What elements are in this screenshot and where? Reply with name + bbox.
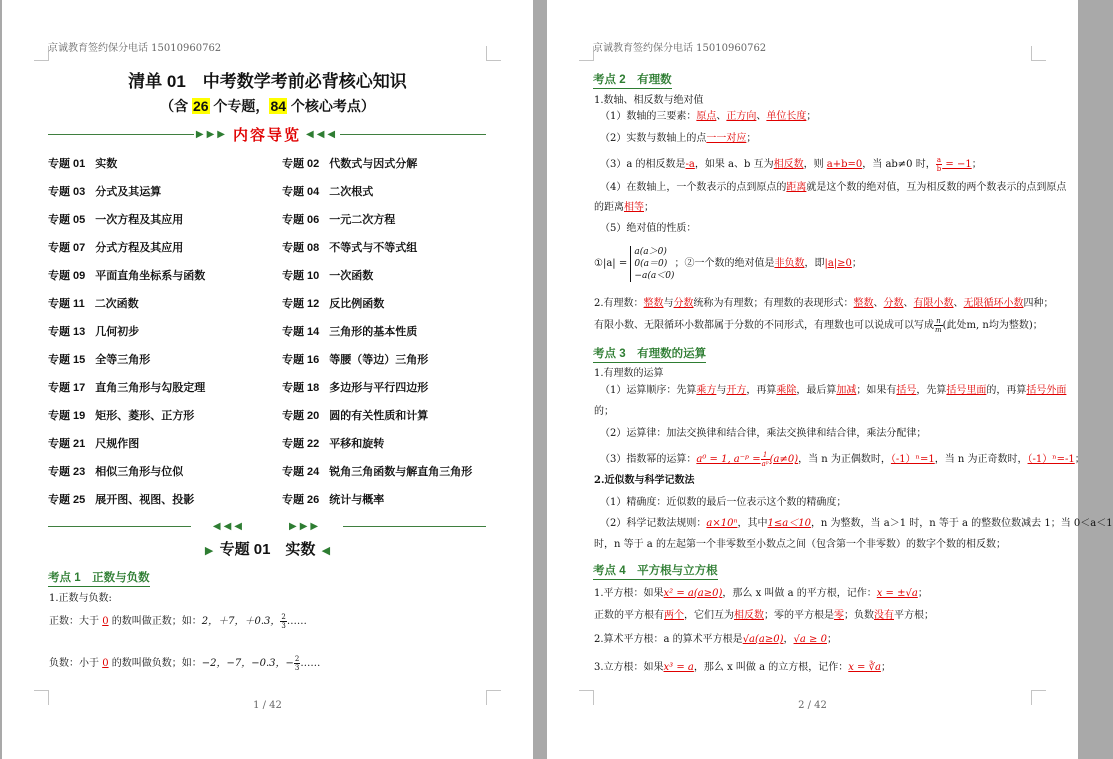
toc-item[interactable]: [48, 239, 282, 267]
paragraph: 2.近似数与科学记数法: [594, 475, 695, 486]
paragraph: [594, 110, 1048, 124]
toc-item-number: 专题 03: [48, 186, 86, 198]
toc-item-number: 专题 09: [48, 270, 86, 282]
text: ①|a| =: [594, 258, 628, 269]
text: ，当 n 为正偶数时，: [798, 454, 891, 465]
answer-text: 相等: [624, 202, 644, 213]
toc-item[interactable]: [48, 491, 282, 519]
text: 负数：小于: [49, 658, 103, 669]
answer-text: -a: [685, 159, 695, 170]
text: ，那么 x 叫做 a 的平方根，记作：: [722, 588, 877, 599]
paragraph: [594, 297, 1054, 311]
text: 2.有理数：: [594, 298, 644, 309]
answer-text: 单位长度: [766, 111, 807, 122]
paragraph: 1.数轴、相反数与绝对值: [594, 95, 704, 106]
toc-item-number: 专题 25: [48, 494, 86, 506]
text: ，即: [804, 258, 825, 269]
page-number: 2 / 42: [798, 700, 827, 711]
text: 的数叫做正数；如：: [108, 616, 202, 627]
denominator: aᵖ: [761, 460, 769, 468]
answer-text: x = ∛a: [848, 662, 881, 673]
toc-item-label: 展开图、视图、投影: [95, 494, 195, 506]
paragraph: [594, 661, 1042, 675]
page-number: 1 / 42: [253, 700, 282, 711]
toc-item-label: 矩形、菱形、正方形: [95, 410, 195, 422]
answer-text: 整数: [643, 298, 664, 309]
divider-line: [48, 526, 191, 527]
case-line: −a(a＜0): [634, 271, 675, 281]
toc-item-label: 一元二次方程: [329, 214, 396, 226]
toc-end-divider: [48, 521, 486, 532]
paragraph: （1）精确度：近似数的最后一位表示这个数的精确度；: [600, 497, 847, 508]
toc-item-label: 二次根式: [329, 186, 374, 198]
toc-item-number: 专题 12: [282, 298, 320, 310]
kaodian-heading: 考点 2 有理数: [593, 71, 672, 89]
toc-item-label: 平面直角坐标系与函数: [95, 270, 206, 282]
fraction: [934, 317, 943, 334]
answer-text: 分数: [673, 298, 694, 309]
math-text: −2，−7，−0.3，−: [201, 658, 294, 669]
paragraph: [594, 609, 1042, 623]
toc-item[interactable]: [282, 407, 488, 435]
text: 正数的平方根有: [594, 610, 664, 621]
text: 、: [903, 298, 914, 309]
toc-item-number: 专题 26: [282, 494, 320, 506]
toc-item-number: 专题 11: [48, 298, 85, 310]
toc-item-number: 专题 18: [282, 382, 320, 394]
paragraph: [594, 451, 1085, 468]
text: ；②一个数的绝对值是: [674, 258, 775, 269]
piecewise-brace: [630, 246, 674, 282]
toc-item-number: 专题 10: [282, 270, 320, 282]
answer-text: 括号里面: [946, 385, 987, 396]
text: ；: [880, 662, 891, 673]
numerator: 2: [281, 613, 286, 621]
toc-item-number: 专题 16: [282, 354, 320, 366]
toc-item-number: 专题 04: [282, 186, 320, 198]
text: 就是这个数的绝对值，互为相反数的两个数表示的点到原点: [806, 182, 1067, 193]
answer-text: a×10ⁿ: [706, 518, 738, 529]
paragraph: [594, 317, 1042, 334]
text: 、: [873, 298, 884, 309]
answer-text: （-1）ⁿ=1: [890, 454, 935, 465]
numerator: a: [936, 156, 942, 164]
points-count: 84: [270, 98, 287, 114]
text: （1）运算顺序：先算: [600, 385, 697, 396]
toc-item-label: 尺规作图: [95, 438, 140, 450]
toc-item[interactable]: [282, 267, 488, 295]
text: 的，再算: [986, 385, 1027, 396]
page-header: 京诚教育签约保分电话 15010960762: [593, 43, 767, 54]
toc-item[interactable]: [282, 295, 488, 323]
text: (此处m, n均为整数)；: [942, 320, 1043, 331]
text: ；: [644, 202, 654, 213]
toc-item[interactable]: [282, 183, 488, 211]
toc-item-number: 专题 07: [48, 242, 86, 254]
toc-item-number: 专题 05: [48, 214, 86, 226]
case-line: a(a＞0): [634, 247, 667, 257]
answer-text: 加减: [836, 385, 857, 396]
toc-item-number: 专题 23: [48, 466, 86, 478]
toc-item[interactable]: [48, 295, 282, 323]
text: ；: [746, 133, 757, 144]
text: ；: [851, 258, 862, 269]
nav-divider: [48, 124, 486, 145]
toc-item-label: 三角形的基本性质: [329, 326, 418, 338]
answer-text: 无限循环小数: [963, 298, 1024, 309]
answer-text: 零: [834, 610, 844, 621]
answer-text: 0: [102, 658, 109, 669]
text: ，它们互为: [684, 610, 734, 621]
toc-item-label: 几何初步: [95, 326, 140, 338]
paragraph: 时，n 等于 a 的左起第一个非零数至小数点之间（包含第一个非零数）的数字个数的相反数；: [594, 539, 1006, 550]
toc-item-label: 分式方程及其应用: [95, 242, 184, 254]
text: ，: [783, 634, 794, 645]
paragraph: [594, 201, 1042, 215]
answer-text: 分数: [883, 298, 904, 309]
text: ，当 n 为正奇数时，: [934, 454, 1028, 465]
text: （3）a 的相反数是: [600, 159, 686, 170]
fraction: [761, 451, 770, 468]
toc-item[interactable]: [48, 267, 282, 295]
denominator: m: [935, 326, 942, 334]
answer-text: x³ = a: [663, 662, 694, 673]
text: ；零的平方根是: [764, 610, 834, 621]
toc-item-number: 专题 17: [48, 382, 86, 394]
subtitle-text: 个专题，: [209, 98, 270, 114]
answer-text: √a ≥ 0: [793, 634, 827, 645]
text: 平方根；: [894, 610, 934, 621]
text: ，先算: [916, 385, 947, 396]
answer-text: 正方向: [726, 111, 757, 122]
corner-mark: [1031, 46, 1046, 61]
paragraph: [594, 132, 1048, 146]
text: ；: [971, 159, 982, 170]
triangle-right-icon: ▶: [204, 544, 214, 557]
triangle-left-icon: ◀: [321, 544, 331, 557]
text: 的距离: [594, 202, 624, 213]
numerator: n: [934, 317, 943, 326]
answer-text: 开方: [726, 385, 747, 396]
answer-text: √a(a≥0): [742, 634, 784, 645]
numerator: 2: [294, 655, 300, 663]
paragraph: 的；: [594, 406, 614, 417]
text: ；: [917, 588, 928, 599]
paragraph: （5）绝对值的性质：: [600, 223, 697, 234]
toc-item[interactable]: [48, 435, 282, 463]
toc-item-label: 反比例函数: [329, 298, 385, 310]
text: （4）在数轴上，一个数表示的点到原点的: [600, 182, 787, 193]
toc-item-label: 相似三角形与位似: [95, 466, 184, 478]
toc-item-number: 专题 02: [282, 158, 320, 170]
toc-item-number: 专题 06: [282, 214, 320, 226]
toc-item-number: 专题 19: [48, 410, 86, 422]
toc-item-label: 不等式与不等式组: [329, 242, 418, 254]
paragraph-positive: [49, 613, 497, 630]
answer-text: (a≠0): [769, 454, 799, 465]
text: ；负数: [844, 610, 874, 621]
document-page-1: [2, 0, 533, 759]
kaodian-heading: 考点 4 平方根与立方根: [593, 562, 718, 580]
toc-item[interactable]: [48, 183, 282, 211]
paragraph-negative: [49, 655, 497, 672]
answer-text: 没有: [874, 610, 894, 621]
toc-item-label: 实数: [95, 158, 118, 170]
toc-item[interactable]: [48, 323, 282, 351]
nav-title: 内容导览: [233, 127, 302, 144]
toc-item-label: 平移和旋转: [329, 438, 385, 450]
triangle-left-icon: ◀◀◀: [306, 129, 339, 140]
answer-text: x² = a(a≥0): [663, 588, 723, 599]
numerator: 1: [761, 451, 770, 460]
toc-item-number: 专题 15: [48, 354, 86, 366]
toc-item[interactable]: [48, 155, 282, 183]
text: ……: [286, 616, 307, 627]
paragraph: [594, 633, 1042, 647]
toc-item-number: 专题 13: [48, 326, 86, 338]
toc-item-label: 二次函数: [94, 298, 139, 310]
toc-item[interactable]: [282, 379, 488, 407]
paragraph: [594, 181, 1067, 195]
text: （2）科学记数法规则：: [600, 518, 707, 529]
denominator: 3: [281, 622, 286, 630]
toc-item-label: 全等三角形: [95, 354, 151, 366]
paragraph: [594, 384, 1067, 398]
corner-mark: [34, 46, 49, 61]
toc-item-label: 一次方程及其应用: [95, 214, 184, 226]
paragraph: 1.正数与负数:: [49, 593, 112, 604]
toc-item-label: 直角三角形与勾股定理: [95, 382, 206, 394]
toc-item[interactable]: [282, 435, 488, 463]
table-of-contents: [48, 155, 488, 519]
text: 3.立方根：如果: [594, 662, 664, 673]
triangle-left-icon: ◀◀◀: [212, 521, 245, 532]
answer-text: 整数: [853, 298, 874, 309]
document-page-2: [547, 0, 1113, 759]
text: 2.算术平方根：a 的算术平方根是: [594, 634, 743, 645]
paragraph: [594, 587, 1042, 601]
toc-item-number: 专题 21: [48, 438, 86, 450]
kaodian-heading: 考点 3 有理数的运算: [593, 345, 706, 363]
toc-item[interactable]: [282, 239, 488, 267]
subtitle-text: 个核心考点）: [287, 98, 375, 114]
toc-item-number: 专题 24: [282, 466, 320, 478]
answer-text: = −1: [942, 159, 972, 170]
toc-item-label: 圆的有关性质和计算: [329, 410, 429, 422]
text: 与: [663, 298, 674, 309]
toc-item[interactable]: [48, 211, 282, 239]
toc-item[interactable]: [282, 323, 488, 351]
text: ；: [826, 634, 837, 645]
paragraph: [594, 517, 1113, 531]
toc-item[interactable]: [282, 491, 488, 519]
text: ……: [300, 658, 321, 669]
toc-item-label: 分式及其运算: [95, 186, 162, 198]
toc-item[interactable]: [48, 379, 282, 407]
paragraph: （2）运算律：加法交换律和结合律，乘法交换律和结合律，乘法分配律；: [600, 428, 927, 439]
text: 、: [953, 298, 964, 309]
toc-item-label: 代数式与因式分解: [329, 158, 418, 170]
answer-text: 1≤a＜10: [767, 518, 811, 529]
text: 正数：大于: [49, 616, 103, 627]
answer-text: 括号外面: [1026, 385, 1067, 396]
answer-text: |a|≥0: [824, 258, 852, 269]
answer-text: 有限小数: [913, 298, 954, 309]
toc-item-number: 专题 08: [282, 242, 320, 254]
text: ；如果有: [856, 385, 897, 396]
corner-mark: [486, 46, 501, 61]
paragraph: 1.有理数的运算: [594, 368, 664, 379]
answer-text: 一一对应: [706, 133, 747, 144]
answer-text: 非负数: [774, 258, 805, 269]
section-title: 专题 01 实数: [219, 541, 316, 558]
answer-text: 0: [102, 616, 109, 627]
toc-item-label: 锐角三角函数与解直角三角形: [329, 466, 473, 478]
text: 与: [716, 385, 727, 396]
abs-value-formula: [594, 246, 1042, 282]
topics-count: 26: [192, 98, 209, 114]
toc-item[interactable]: [282, 211, 488, 239]
text: ，那么 x 叫做 a 的立方根，记作：: [693, 662, 849, 673]
toc-item-label: 等腰（等边）三角形: [329, 354, 429, 366]
text: ，最后算: [796, 385, 837, 396]
divider-line: [343, 526, 486, 527]
answer-text: （-1）ⁿ=-1: [1027, 454, 1075, 465]
text: 的数叫做负数；如：: [108, 658, 202, 669]
toc-item[interactable]: [282, 463, 488, 491]
text: （1）数轴的三要素：: [600, 111, 697, 122]
corner-mark: [579, 46, 594, 61]
subtitle-text: （含: [160, 98, 192, 114]
denominator: b: [936, 165, 942, 173]
document-subtitle: [2, 96, 533, 116]
answer-text: 乘方: [696, 385, 717, 396]
text: ；: [806, 111, 817, 122]
text: ，再算: [746, 385, 777, 396]
answer-text: 两个: [664, 610, 684, 621]
kaodian-heading: 考点 1 正数与负数: [48, 569, 150, 587]
text: 四种；: [1023, 298, 1054, 309]
answer-text: 原点: [696, 111, 717, 122]
text: 、: [716, 111, 727, 122]
toc-item-label: 统计与概率: [329, 494, 385, 506]
section-heading: [2, 538, 533, 559]
text: （3）指数幂的运算：: [600, 454, 697, 465]
text: （2）实数与数轴上的点: [600, 133, 707, 144]
text: ，如果 a、b 互为: [694, 159, 774, 170]
answer-text: 相反数: [773, 159, 804, 170]
answer-text: 相反数: [734, 610, 764, 621]
answer-text: a⁰ = 1, a⁻ᵖ =: [696, 454, 761, 465]
text: 有限小数、无限循环小数都属于分数的不同形式，有理数也可以说成可以写成: [594, 320, 934, 331]
toc-item-number: 专题 14: [282, 326, 320, 338]
text: ；: [1074, 454, 1085, 465]
text: ，n 为整数，当 a＞1 时，n 等于 a 的整数位数减去 1；当 0＜a＜1: [810, 518, 1113, 529]
toc-item[interactable]: [48, 407, 282, 435]
triangle-right-icon: ▶▶▶: [289, 521, 322, 532]
toc-item-label: 多边形与平行四边形: [329, 382, 429, 394]
toc-item-number: 专题 20: [282, 410, 320, 422]
paragraph: [594, 156, 1048, 173]
divider-line: [48, 134, 194, 135]
text: ，当 ab≠0 时，: [862, 159, 936, 170]
toc-item-label: 一次函数: [329, 270, 374, 282]
text: ，则: [803, 159, 827, 170]
math-text: 2，＋7，＋0.3，: [201, 616, 281, 627]
answer-text: 距离: [786, 182, 807, 193]
answer-text: 乘除: [776, 385, 797, 396]
answer-text: 括号: [896, 385, 917, 396]
toc-item-number: 专题 01: [48, 158, 86, 170]
toc-item-number: 专题 22: [282, 438, 320, 450]
denominator: 3: [294, 664, 300, 672]
answer-text: x = ±√a: [876, 588, 918, 599]
text: ，其中: [737, 518, 768, 529]
page-header: 京诚教育签约保分电话 15010960762: [48, 43, 222, 54]
toc-item[interactable]: [48, 351, 282, 379]
triangle-right-icon: ▶▶▶: [195, 129, 228, 140]
toc-item[interactable]: [282, 155, 488, 183]
document-title: 清单 01 中考数学考前必背核心知识: [128, 72, 407, 91]
toc-item[interactable]: [48, 463, 282, 491]
answer-text: a+b=0: [826, 159, 863, 170]
toc-item[interactable]: [282, 351, 488, 379]
divider-line: [340, 134, 486, 135]
text: 、: [756, 111, 767, 122]
text: 统称为有理数；有理数的表现形式：: [693, 298, 854, 309]
text: 1.平方根：如果: [594, 588, 664, 599]
case-line: 0(a＝0): [634, 259, 668, 269]
